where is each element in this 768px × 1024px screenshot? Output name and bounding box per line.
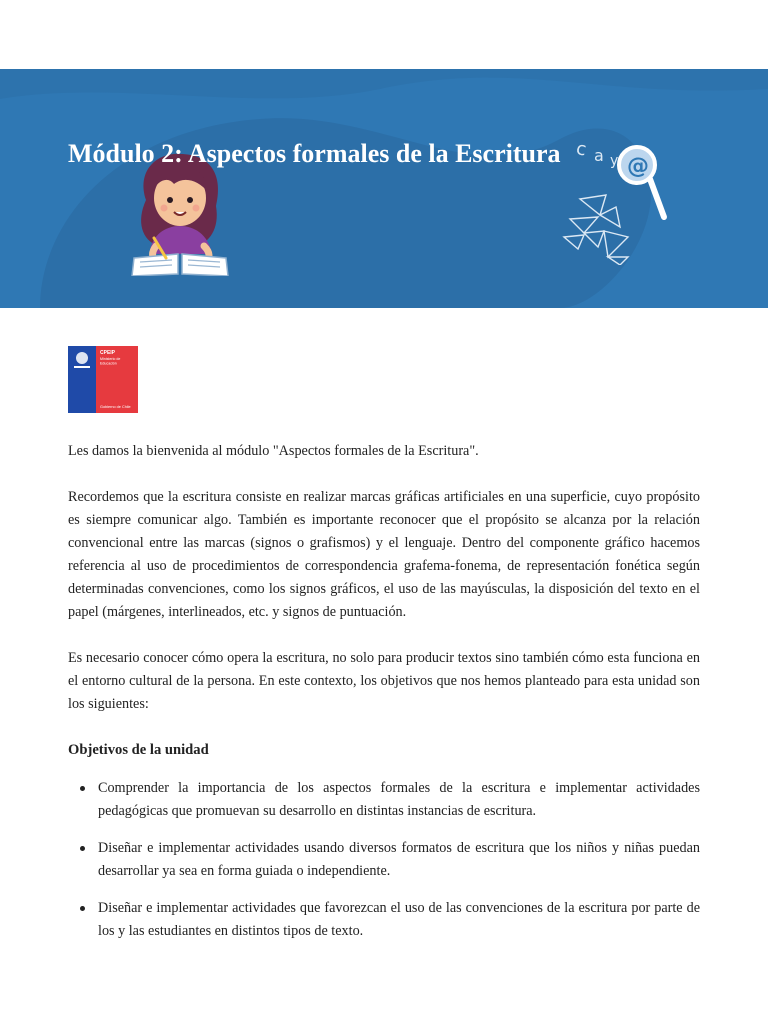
objective-item — [68, 897, 700, 943]
objective-item — [68, 837, 700, 883]
context-paragraph: Es necesario conocer cómo opera la escritura, no solo para producir textos sino también cómo esta funciona en el entorno cultural de la persona. En este contexto, los objetivos que nos hemos planteado para esta unidad son los siguientes: — [68, 650, 700, 712]
tangram-icon — [560, 193, 640, 265]
bullet-icon — [80, 786, 85, 791]
gobierno-de-chile-logo — [68, 346, 138, 413]
logo-text-gobierno: Gobierno de Chile — [100, 405, 131, 409]
svg-text:y: y — [610, 153, 619, 169]
module-banner — [0, 69, 768, 308]
intro-paragraph: Recordemos que la escritura consiste en realizar marcas gráficas artificiales en una superficie, cuyo propósito es siempre comunicar algo. También es importante reconocer que el propósito se alcanza por la relación convencional entre las marcas (signos o grafismos) y el lenguaje. Dentro del componente gráfico hacemos referencia al uso de procedimientos de correspondencia grafema-fonema, de representación fonética según determinadas convenciones, como los signos gráficos, el uso de las mayúsculas, la disposición del texto en el papel (márgenes, interlineados, etc. y signos de puntuación. — [68, 489, 700, 620]
objective-text: Comprender la importancia de los aspectos formales de la escritura e implementar actividades pedagógicas que promuevan su desarrollo en distintas instancias de escritura. — [98, 780, 700, 819]
logo-text-cpeip: CPEIP — [100, 350, 116, 356]
objectives-heading: Objetivos de la unidad — [68, 742, 209, 758]
svg-text:@: @ — [627, 154, 649, 179]
objective-text: Diseñar e implementar actividades que favorezcan el uso de las convenciones de la escritura por parte de los y las estudiantes en distintos tipos de texto. — [98, 900, 700, 939]
logo-text-educacion: Educación — [100, 361, 117, 366]
welcome-paragraph: Les damos la bienvenida al módulo "Aspectos formales de la Escritura". — [68, 443, 479, 459]
objective-text: Diseñar e implementar actividades usando diversos formatos de escritura que los niños y niñas puedan desarrollar ya sea en forma guiada o independiente. — [98, 840, 700, 879]
page-title: Módulo 2: Aspectos formales de la Escritura — [68, 139, 561, 168]
svg-text:c: c — [574, 138, 588, 161]
module-content — [68, 440, 700, 957]
objectives-list — [68, 777, 700, 943]
bullet-icon — [80, 846, 85, 851]
svg-text:a: a — [594, 146, 604, 165]
logo-text-ministerio: Ministerio de — [100, 357, 121, 361]
objective-item — [68, 777, 700, 823]
bullet-icon — [80, 906, 85, 911]
